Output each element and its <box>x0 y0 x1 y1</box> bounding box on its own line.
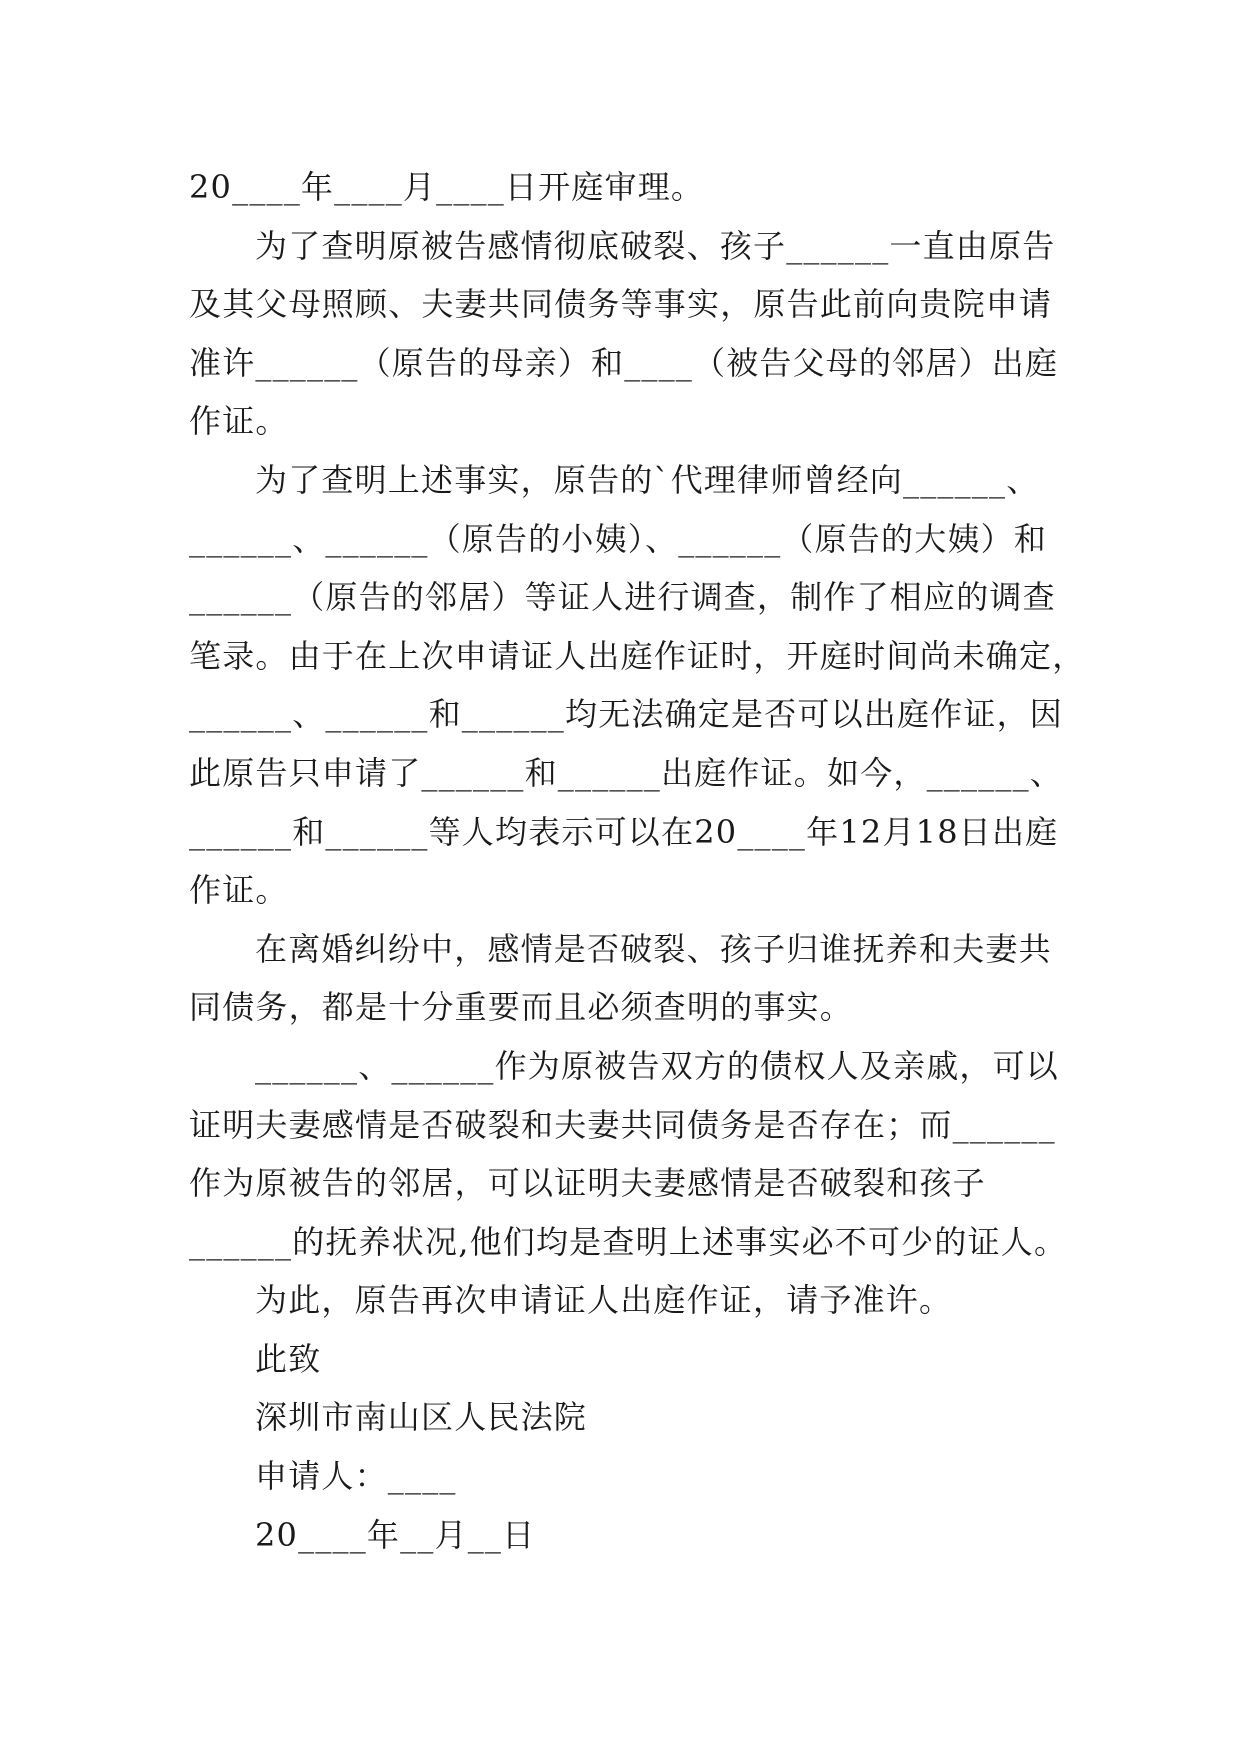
text-line: ______（原告的邻居）等证人进行调查，制作了相应的调查 <box>189 578 1056 617</box>
salutation: 此致 <box>255 1339 322 1378</box>
text-line: 准许______（原告的母亲）和____（被告父母的邻居）出庭 <box>189 343 1059 382</box>
text-line: 此原告只申请了______和______出庭作证。如今，______、 <box>189 753 1064 792</box>
text-line: 在离婚纠纷中，感情是否破裂、孩子归谁抚养和夫妻共 <box>255 929 1052 968</box>
text-line: ______的抚养状况,他们均是查明上述事实必不可少的证人。 <box>189 1222 1068 1261</box>
text-line: 及其父母照顾、夫妻共同债务等事实，原告此前向贵院申请 <box>189 285 1053 324</box>
text-line: 为了查明上述事实，原告的`代理律师曾经向______、 <box>255 460 1040 499</box>
court-name: 深圳市南山区人民法院 <box>255 1398 588 1437</box>
text-line: 作为原被告的邻居，可以证明夫妻感情是否破裂和孩子 <box>189 1164 986 1203</box>
text-line: ______和______等人均表示可以在20____年12月18日出庭 <box>189 812 1059 851</box>
date-line: 20____年__月__日 <box>255 1515 536 1554</box>
text-line: 20____年____月____日开庭审理。 <box>189 168 705 206</box>
applicant-line: 申请人：____ <box>255 1457 457 1496</box>
text-line: 证明夫妻感情是否破裂和夫妻共同债务是否存在；而______ <box>189 1105 1056 1144</box>
text-line: 作证。 <box>189 402 289 441</box>
text-line: ______、______和______均无法确定是否可以出庭作证，因 <box>189 695 1064 734</box>
text-line: 作证。 <box>189 871 289 910</box>
text-line: 同债务，都是十分重要而且必须查明的事实。 <box>189 988 854 1027</box>
text-line: 为了查明原被告感情彻底破裂、孩子______一直由原告 <box>255 226 1056 265</box>
text-line: 笔录。由于在上次申请证人出庭作证时，开庭时间尚未确定， <box>189 636 1086 675</box>
text-line: 为此，原告再次申请证人出庭作证，请予准许。 <box>255 1281 953 1320</box>
text-line: ______、______作为原被告双方的债权人及亲戚，可以 <box>255 1046 1060 1085</box>
text-line: ______、______（原告的小姨）、______（原告的大姨）和 <box>189 519 1048 558</box>
document-body <box>189 158 1086 1564</box>
